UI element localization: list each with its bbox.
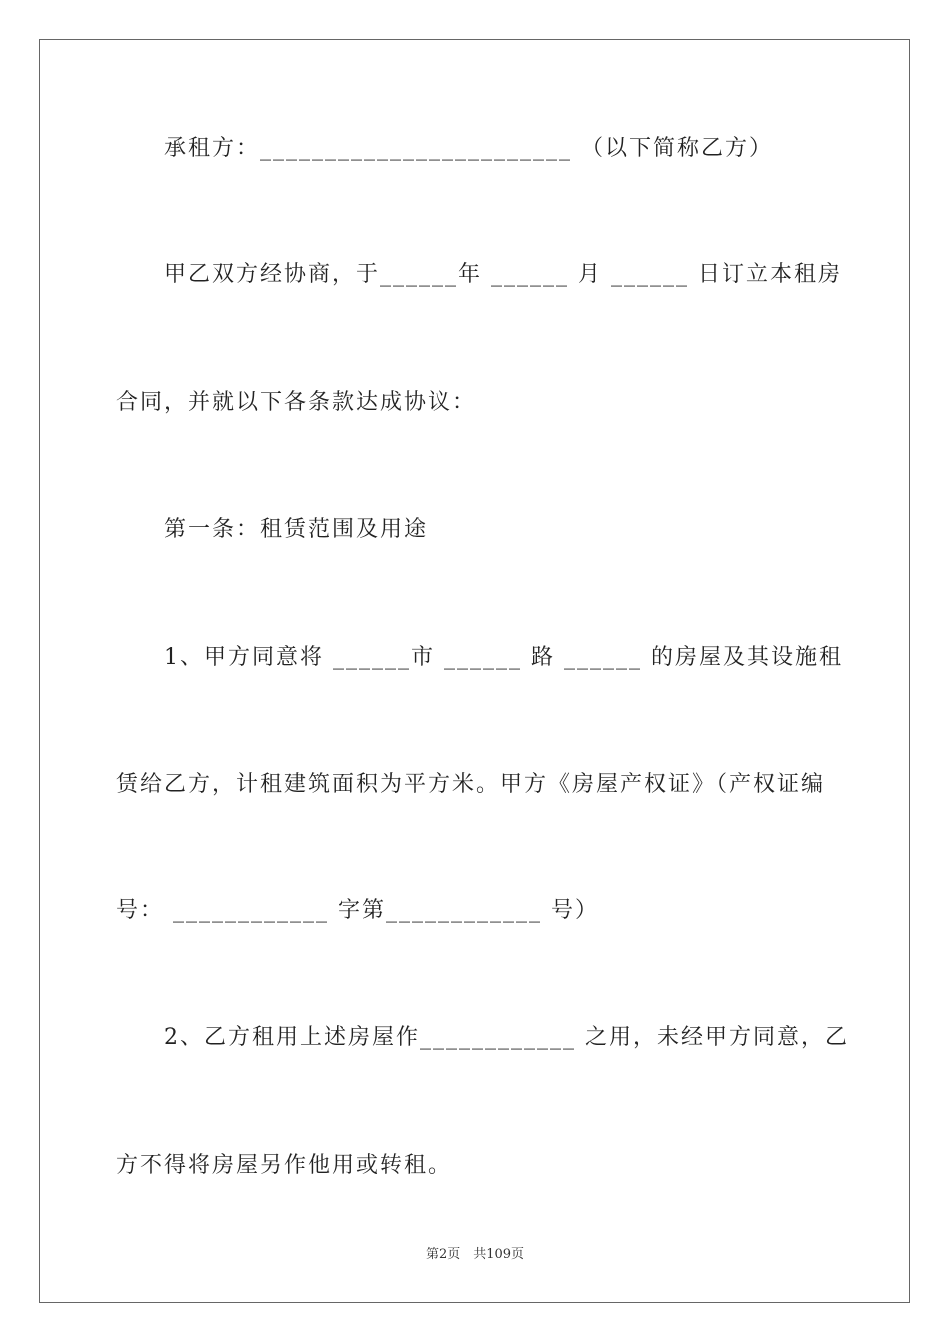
page-number-footer: 第2页 共109页 — [425, 1247, 525, 1262]
agreement-intro-line: 甲乙双方经协商，于______年 ______ 月 ______ 日订立本租房 — [164, 262, 842, 287]
article-one-heading: 第一条：租赁范围及用途 — [164, 517, 429, 542]
page-frame — [39, 39, 910, 1303]
tenant-line: 承租方：________________________ （以下简称乙方） — [164, 136, 773, 161]
clause-one-certificate-number: 号： ____________ 字第____________ 号） — [116, 898, 599, 923]
agreement-intro-continuation: 合同，并就以下各条款达成协议： — [116, 390, 477, 415]
clause-one-line: 1、甲方同意将 ______市 ______ 路 ______ 的房屋及其设施租 — [164, 645, 843, 670]
clause-two-continuation: 方不得将房屋另作他用或转租。 — [116, 1153, 453, 1178]
clause-two-line: 2、乙方租用上述房屋作____________ 之用，未经甲方同意，乙 — [164, 1025, 849, 1050]
clause-one-continuation: 赁给乙方，计租建筑面积为平方米。甲方《房屋产权证》（产权证编 — [116, 772, 826, 797]
